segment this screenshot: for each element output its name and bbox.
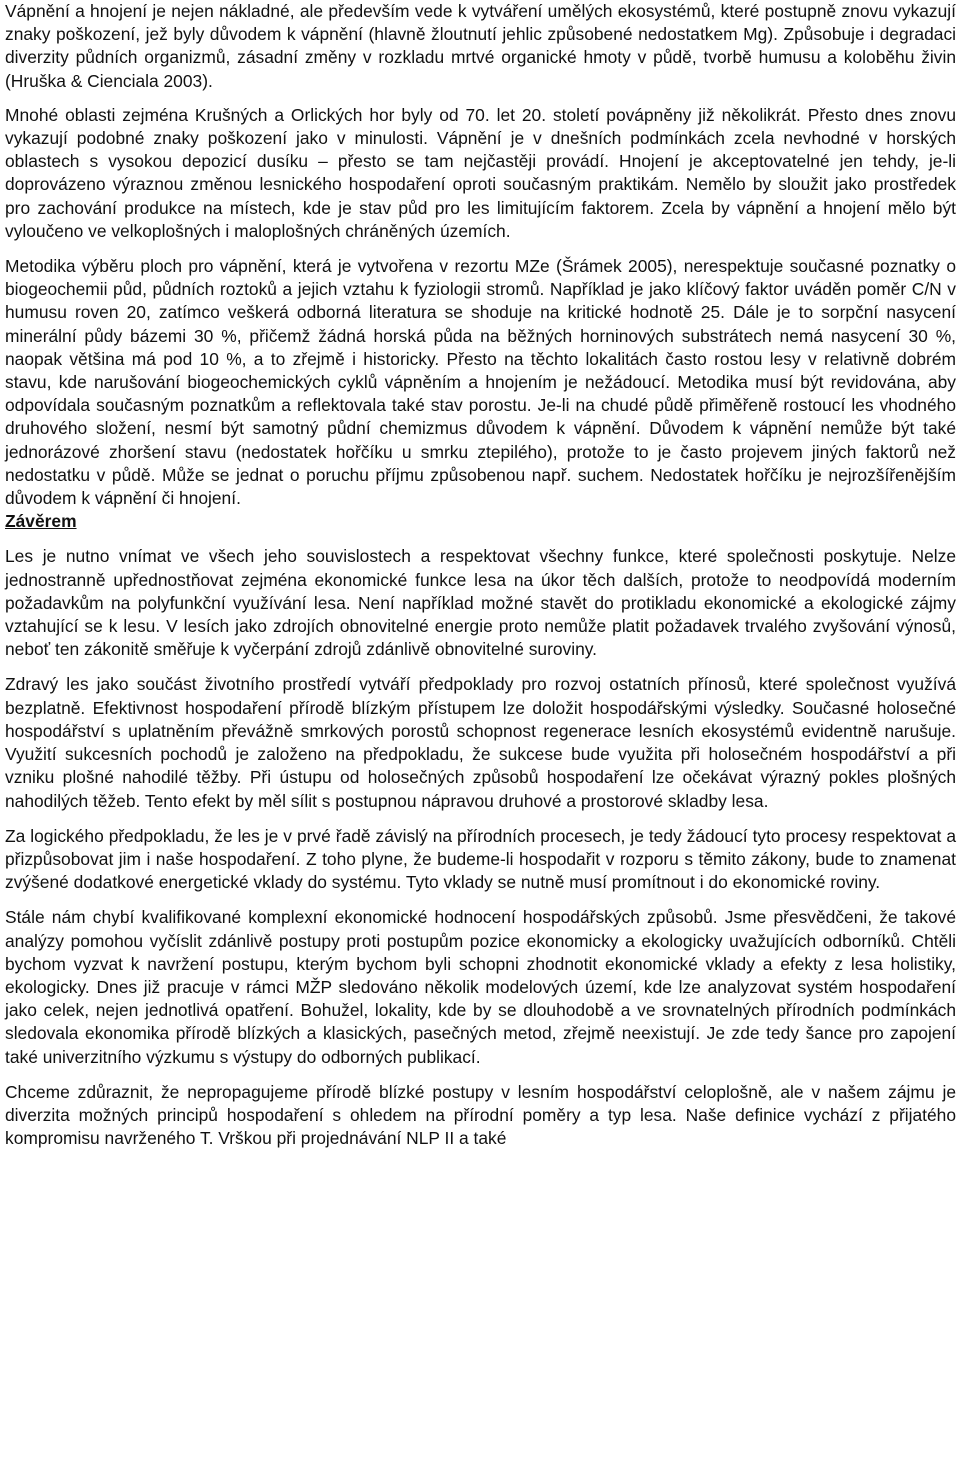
section-heading-conclusion: Závěrem — [5, 511, 77, 532]
paragraph-mountain-liming: Mnohé oblasti zejména Krušných a Orlických hor byly od 70. let 20. století povápněny již několikrát. Přesto dnes znovu vykazují podobné znaky poškození jako v minulosti. Vápnění je v dnešních podmínkách zcela nevhodné v horských oblastech s vysokou depozicí dusíku – přesto se tam nejčastěji provádí. Hnojení je akceptovatelné jen tehdy, je-li doprovázeno výraznou změnou lesnického hospodaření oproti současným praktikám. Nemělo by sloužit jako prostředek pro zachování produkce na místech, kde je stav půd pro les limitujícím faktorem. Zcela by vápnění a hnojení mělo být vyloučeno ve velkoplošných i maloplošných chráněných územích. — [5, 104, 956, 241]
paragraph-healthy-forest: Zdravý les jako součást životního prostředí vytváří předpoklady pro rozvoj ostatních přínosů, které společnost využívá bezplatně. Efektivnost hospodaření přírodě blízkým přístupem lze doložit hospodářskými výsledky. Současné holosečné hospodářství s uplatněním převážně smrkových porostů schopnost regenerace lesních ekosystémů evidentně narušuje. Využití sukcesních pochodů je založeno na předpokladu, že sukcese bude využita při holosečném hospodářství a při vzniku plošné nahodilé těžby. Při ústupu od holosečných způsobů hospodaření lze očekávat výrazný pokles plošných nahodilých těžeb. Tento efekt by měl sílit s postupnou nápravou druhové a prostorové skladby lesa. — [5, 674, 956, 811]
paragraph-economic-evaluation: Stále nám chybí kvalifikované komplexní ekonomické hodnocení hospodářských způsobů. Jsme přesvědčeni, že takové analýzy pomohou vyčíslit zdánlivě postupy proti postupům pozice ekonomicky a ekologicky uvažujících odborníků. Chtěli bychom vyzvat k navržení postupu, kterým bychom byli schopni zhodnotit ekonomické vklady a efekty z lesa holistiky, ekologicky. Dnes již pracuje v rámci MŽP sledováno několik modelových území, kde lze analyzovat systém hospodaření jako celek, nejen jednotlivá opatření. Bohužel, lokality, kde by se dlouhodobě a ve srovnatelných přírodních podmínkách sledovala ekonomika přírodě blízkých a klasických, pasečných metod, zřejmě neexistují. Je zde tedy šance pro zapojení také univerzitního výzkumu s výstupy do odborných publikací. — [5, 907, 956, 1067]
paragraph-diversity-principles: Chceme zdůraznit, že nepropagujeme přírodě blízké postupy v lesním hospodářství celoplošně, ale v našem zájmu je diverzita možných principů hospodaření s ohledem na přírodní poměry a typ lesa. Naše definice vychází z přijatého kompromisu navrženého T. Vrškou při projednávání NLP II a také — [5, 1081, 956, 1149]
paragraph-methodology: Metodika výběru ploch pro vápnění, která je vytvořena v rezortu MZe (Šrámek 2005), nerespektuje současné poznatky o biogeochemii půd, půdních roztoků a jejich vztahu k fyziologii stromů. Například je jako klíčový faktor uváděn poměr C/N v humusu roven 20, zatímco veškerá odborná literatura se shoduje na kritické hodnotě 25. Dále je to sorpční nasycení minerální půdy bázemi 30 %, přičemž žádná horská půda na běžných horninových substrátech nemá nasycení 30 %, naopak většina má pod 10 %, a to zřejmě i historicky. Přesto na těchto lokalitách často rostou lesy v relativně dobrém stavu, kde narušování biogeochemických cyklů vápněním a hnojením je nežádoucí. Metodika musí být revidována, aby odpovídala současným poznatkům a reflektovala také stav porostu. Je-li na chudé půdě přiměřeně rostoucí les vhodného druhového složení, nesmí být samotný půdní chemizmus důvodem k vápnění. Důvodem k vápnění nemůže být také jednorázové zhoršení stavu (nedostatek hořčíku u smrku ztepilého), protože to je často projevem jiných faktorů než nedostatku v půdě. Může se jednat o poruchu příjmu způsobenou např. suchem. Nedostatek hořčíku je nejrozšířenějším důvodem k vápnění či hnojení. — [5, 256, 956, 509]
paragraph-natural-processes: Za logického předpokladu, že les je v prvé řadě závislý na přírodních procesech, je tedy žádoucí tyto procesy respektovat a přizpůsobovat jim i naše hospodaření. Z toho plyne, že budeme-li hospodařit v rozporu s těmito zákony, bude to znamenat zvýšené dodatkové energetické vklady do systému. Tyto vklady se nutně musí promítnout i do ekonomické roviny. — [5, 825, 956, 893]
paragraph-forest-functions: Les je nutno vnímat ve všech jeho souvislostech a respektovat všechny funkce, které společnosti poskytuje. Nelze jednostranně upřednostňovat zejména ekonomické funkce lesa na úkor těch dalších, protože to neodpovídá moderním požadavkům na polyfunkční využívání lesa. Není například možné stavět do protikladu ekonomické a ekologické zájmy vztahující se k lesu. V lesích jako zdrojích obnovitelné energie proto nemůže platit požadavek trvalého zvyšování výnosů, neboť ten zákonitě směřuje k vyčerpání zdrojů zdánlivě obnovitelné suroviny. — [5, 546, 956, 660]
document-page — [5, 0, 956, 1150]
paragraph-liming-effects: Vápnění a hnojení je nejen nákladné, ale především vede k vytváření umělých ekosystémů, které postupně znovu vykazují znaky poškození, jež byly důvodem k vápnění (hlavně žloutnutí jehlic způsobené nedostatkem Mg). Způsobuje i degradaci diverzity půdních organizmů, zásadní změny v rozkladu mrtvé organické hmoty v půdě, tvorbě humusu a koloběhu živin (Hruška & Cienciala 2003). — [5, 1, 956, 91]
